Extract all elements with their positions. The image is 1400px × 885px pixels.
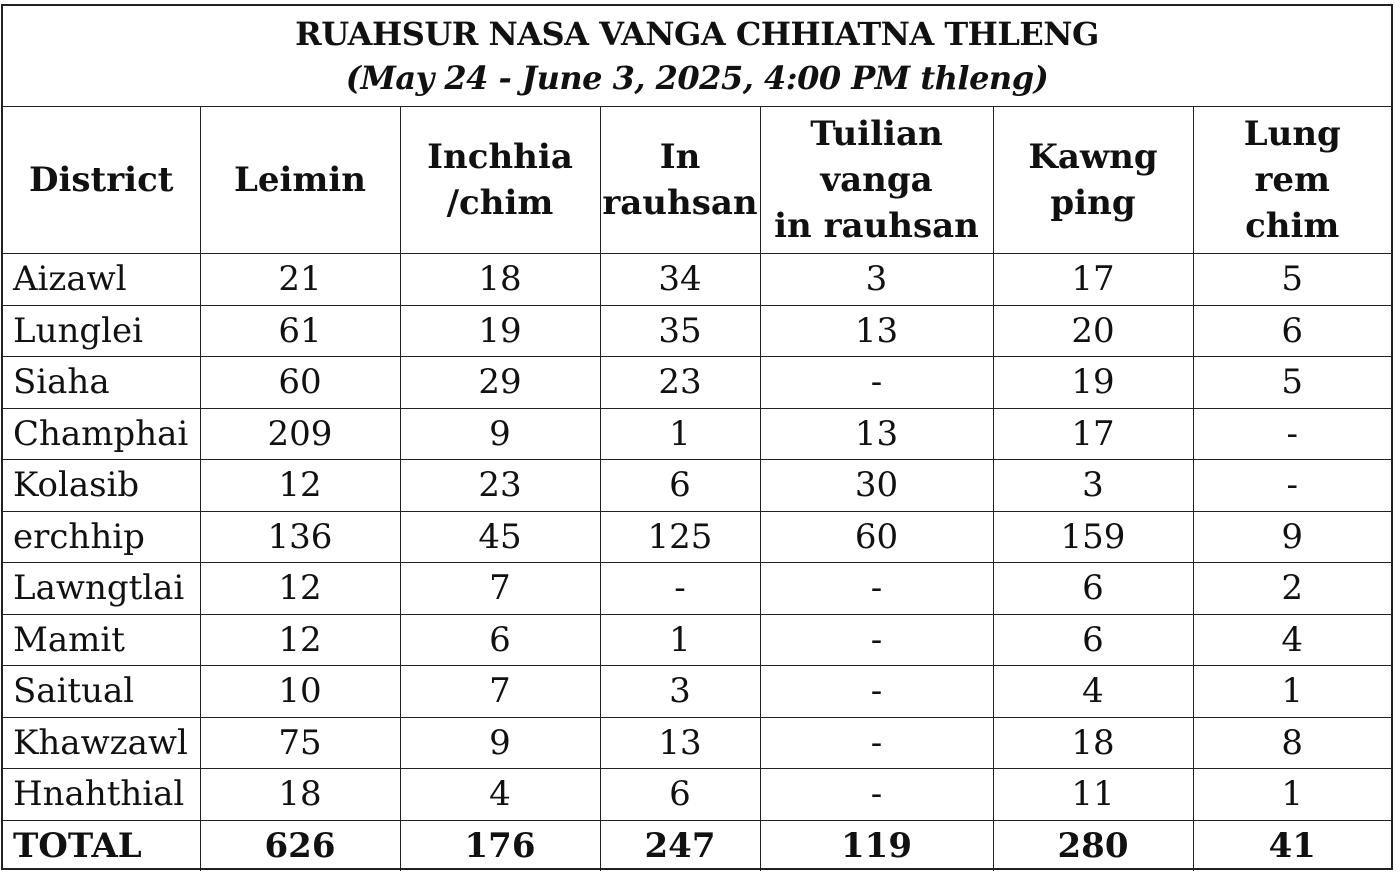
value-cell: - bbox=[760, 357, 993, 409]
column-header bbox=[200, 107, 400, 254]
value-cell: - bbox=[1193, 460, 1391, 512]
value-cell: 6 bbox=[600, 460, 760, 512]
column-header-line: vanga bbox=[820, 160, 933, 200]
value-cell: 6 bbox=[993, 614, 1193, 666]
value-cell: 136 bbox=[200, 511, 400, 563]
value-cell: - bbox=[760, 563, 993, 615]
column-header-line: Kawng bbox=[1028, 137, 1158, 177]
value-cell: 34 bbox=[600, 254, 760, 306]
value-cell: 20 bbox=[993, 305, 1193, 357]
value-cell: 5 bbox=[1193, 254, 1391, 306]
value-cell: 17 bbox=[993, 408, 1193, 460]
district-cell: Khawzawl bbox=[3, 717, 200, 769]
value-cell: 1 bbox=[600, 614, 760, 666]
value-cell: 10 bbox=[200, 666, 400, 718]
column-header-line: Tuilian bbox=[810, 114, 943, 154]
value-cell: 6 bbox=[400, 614, 600, 666]
value-cell: 61 bbox=[200, 305, 400, 357]
value-cell: 4 bbox=[400, 769, 600, 821]
value-cell: 75 bbox=[200, 717, 400, 769]
district-cell: erchhip bbox=[3, 511, 200, 563]
table-subtitle: (May 24 - June 3, 2025, 4:00 PM thleng) bbox=[345, 59, 1049, 97]
value-cell: 8 bbox=[1193, 717, 1391, 769]
value-cell: 41 bbox=[1193, 820, 1391, 871]
district-cell: Kolasib bbox=[3, 460, 200, 512]
table-row bbox=[3, 666, 1391, 718]
value-cell: 21 bbox=[200, 254, 400, 306]
value-cell: 6 bbox=[600, 769, 760, 821]
table-row bbox=[3, 563, 1391, 615]
district-cell: Mamit bbox=[3, 614, 200, 666]
value-cell: 247 bbox=[600, 820, 760, 871]
district-cell: Lawngtlai bbox=[3, 563, 200, 615]
column-header-line: District bbox=[29, 160, 174, 200]
value-cell: 11 bbox=[993, 769, 1193, 821]
district-cell: TOTAL bbox=[3, 820, 200, 871]
district-cell: Saitual bbox=[3, 666, 200, 718]
value-cell: 9 bbox=[400, 717, 600, 769]
value-cell: 2 bbox=[1193, 563, 1391, 615]
value-cell: - bbox=[760, 666, 993, 718]
value-cell: 4 bbox=[1193, 614, 1391, 666]
value-cell: 3 bbox=[760, 254, 993, 306]
value-cell: 1 bbox=[1193, 769, 1391, 821]
column-header-line: rem bbox=[1254, 160, 1331, 200]
value-cell: 45 bbox=[400, 511, 600, 563]
value-cell: 12 bbox=[200, 614, 400, 666]
value-cell: 30 bbox=[760, 460, 993, 512]
table-row bbox=[3, 357, 1391, 409]
value-cell: 125 bbox=[600, 511, 760, 563]
district-table bbox=[3, 6, 1391, 871]
district-cell: Hnahthial bbox=[3, 769, 200, 821]
table-title: RUAHSUR NASA VANGA CHHIATNA THLENG bbox=[295, 15, 1099, 53]
table-row bbox=[3, 408, 1391, 460]
column-header-line: Leimin bbox=[233, 160, 367, 200]
value-cell: - bbox=[1193, 408, 1391, 460]
value-cell: 5 bbox=[1193, 357, 1391, 409]
table-row bbox=[3, 305, 1391, 357]
value-cell: 13 bbox=[760, 305, 993, 357]
table-row bbox=[3, 460, 1391, 512]
value-cell: 626 bbox=[200, 820, 400, 871]
value-cell: 13 bbox=[600, 717, 760, 769]
value-cell: 19 bbox=[993, 357, 1193, 409]
value-cell: 7 bbox=[400, 666, 600, 718]
column-header bbox=[400, 107, 600, 254]
column-header-line: Lung bbox=[1243, 114, 1341, 154]
column-header-line: Inchhia bbox=[427, 137, 573, 177]
report-table-container bbox=[1, 4, 1393, 870]
value-cell: 7 bbox=[400, 563, 600, 615]
value-cell: 6 bbox=[1193, 305, 1391, 357]
value-cell: 176 bbox=[400, 820, 600, 871]
table-row bbox=[3, 254, 1391, 306]
district-cell: Siaha bbox=[3, 357, 200, 409]
value-cell: 4 bbox=[993, 666, 1193, 718]
value-cell: 1 bbox=[1193, 666, 1391, 718]
column-header bbox=[1193, 107, 1391, 254]
table-row bbox=[3, 614, 1391, 666]
value-cell: 19 bbox=[400, 305, 600, 357]
value-cell: 6 bbox=[993, 563, 1193, 615]
value-cell: 29 bbox=[400, 357, 600, 409]
value-cell: 18 bbox=[400, 254, 600, 306]
value-cell: 18 bbox=[993, 717, 1193, 769]
table-row bbox=[3, 511, 1391, 563]
value-cell: - bbox=[760, 769, 993, 821]
column-header bbox=[760, 107, 993, 254]
value-cell: 35 bbox=[600, 305, 760, 357]
column-header-line: chim bbox=[1245, 206, 1340, 246]
column-header-line: rauhsan bbox=[602, 183, 758, 223]
value-cell: 12 bbox=[200, 563, 400, 615]
value-cell: 9 bbox=[1193, 511, 1391, 563]
value-cell: 1 bbox=[600, 408, 760, 460]
value-cell: 60 bbox=[200, 357, 400, 409]
column-header bbox=[3, 107, 200, 254]
value-cell: 60 bbox=[760, 511, 993, 563]
value-cell: 159 bbox=[993, 511, 1193, 563]
value-cell: 17 bbox=[993, 254, 1193, 306]
column-header bbox=[600, 107, 760, 254]
total-row bbox=[3, 820, 1391, 871]
value-cell: 23 bbox=[400, 460, 600, 512]
value-cell: - bbox=[760, 614, 993, 666]
column-header-line: ping bbox=[1050, 183, 1136, 223]
value-cell: 13 bbox=[760, 408, 993, 460]
value-cell: 3 bbox=[993, 460, 1193, 512]
district-cell: Aizawl bbox=[3, 254, 200, 306]
district-cell: Champhai bbox=[3, 408, 200, 460]
value-cell: 280 bbox=[993, 820, 1193, 871]
column-header bbox=[993, 107, 1193, 254]
district-cell: Lunglei bbox=[3, 305, 200, 357]
value-cell: - bbox=[760, 717, 993, 769]
column-header-line: /chim bbox=[446, 183, 554, 223]
value-cell: 209 bbox=[200, 408, 400, 460]
table-row bbox=[3, 717, 1391, 769]
value-cell: 12 bbox=[200, 460, 400, 512]
header-row bbox=[3, 107, 1391, 254]
value-cell: 18 bbox=[200, 769, 400, 821]
title-block bbox=[3, 6, 1391, 107]
value-cell: 3 bbox=[600, 666, 760, 718]
table-row bbox=[3, 769, 1391, 821]
column-header-line: In bbox=[659, 137, 701, 177]
value-cell: 23 bbox=[600, 357, 760, 409]
table-body bbox=[3, 254, 1391, 872]
column-header-line: in rauhsan bbox=[774, 206, 979, 246]
value-cell: 9 bbox=[400, 408, 600, 460]
value-cell: - bbox=[600, 563, 760, 615]
value-cell: 119 bbox=[760, 820, 993, 871]
